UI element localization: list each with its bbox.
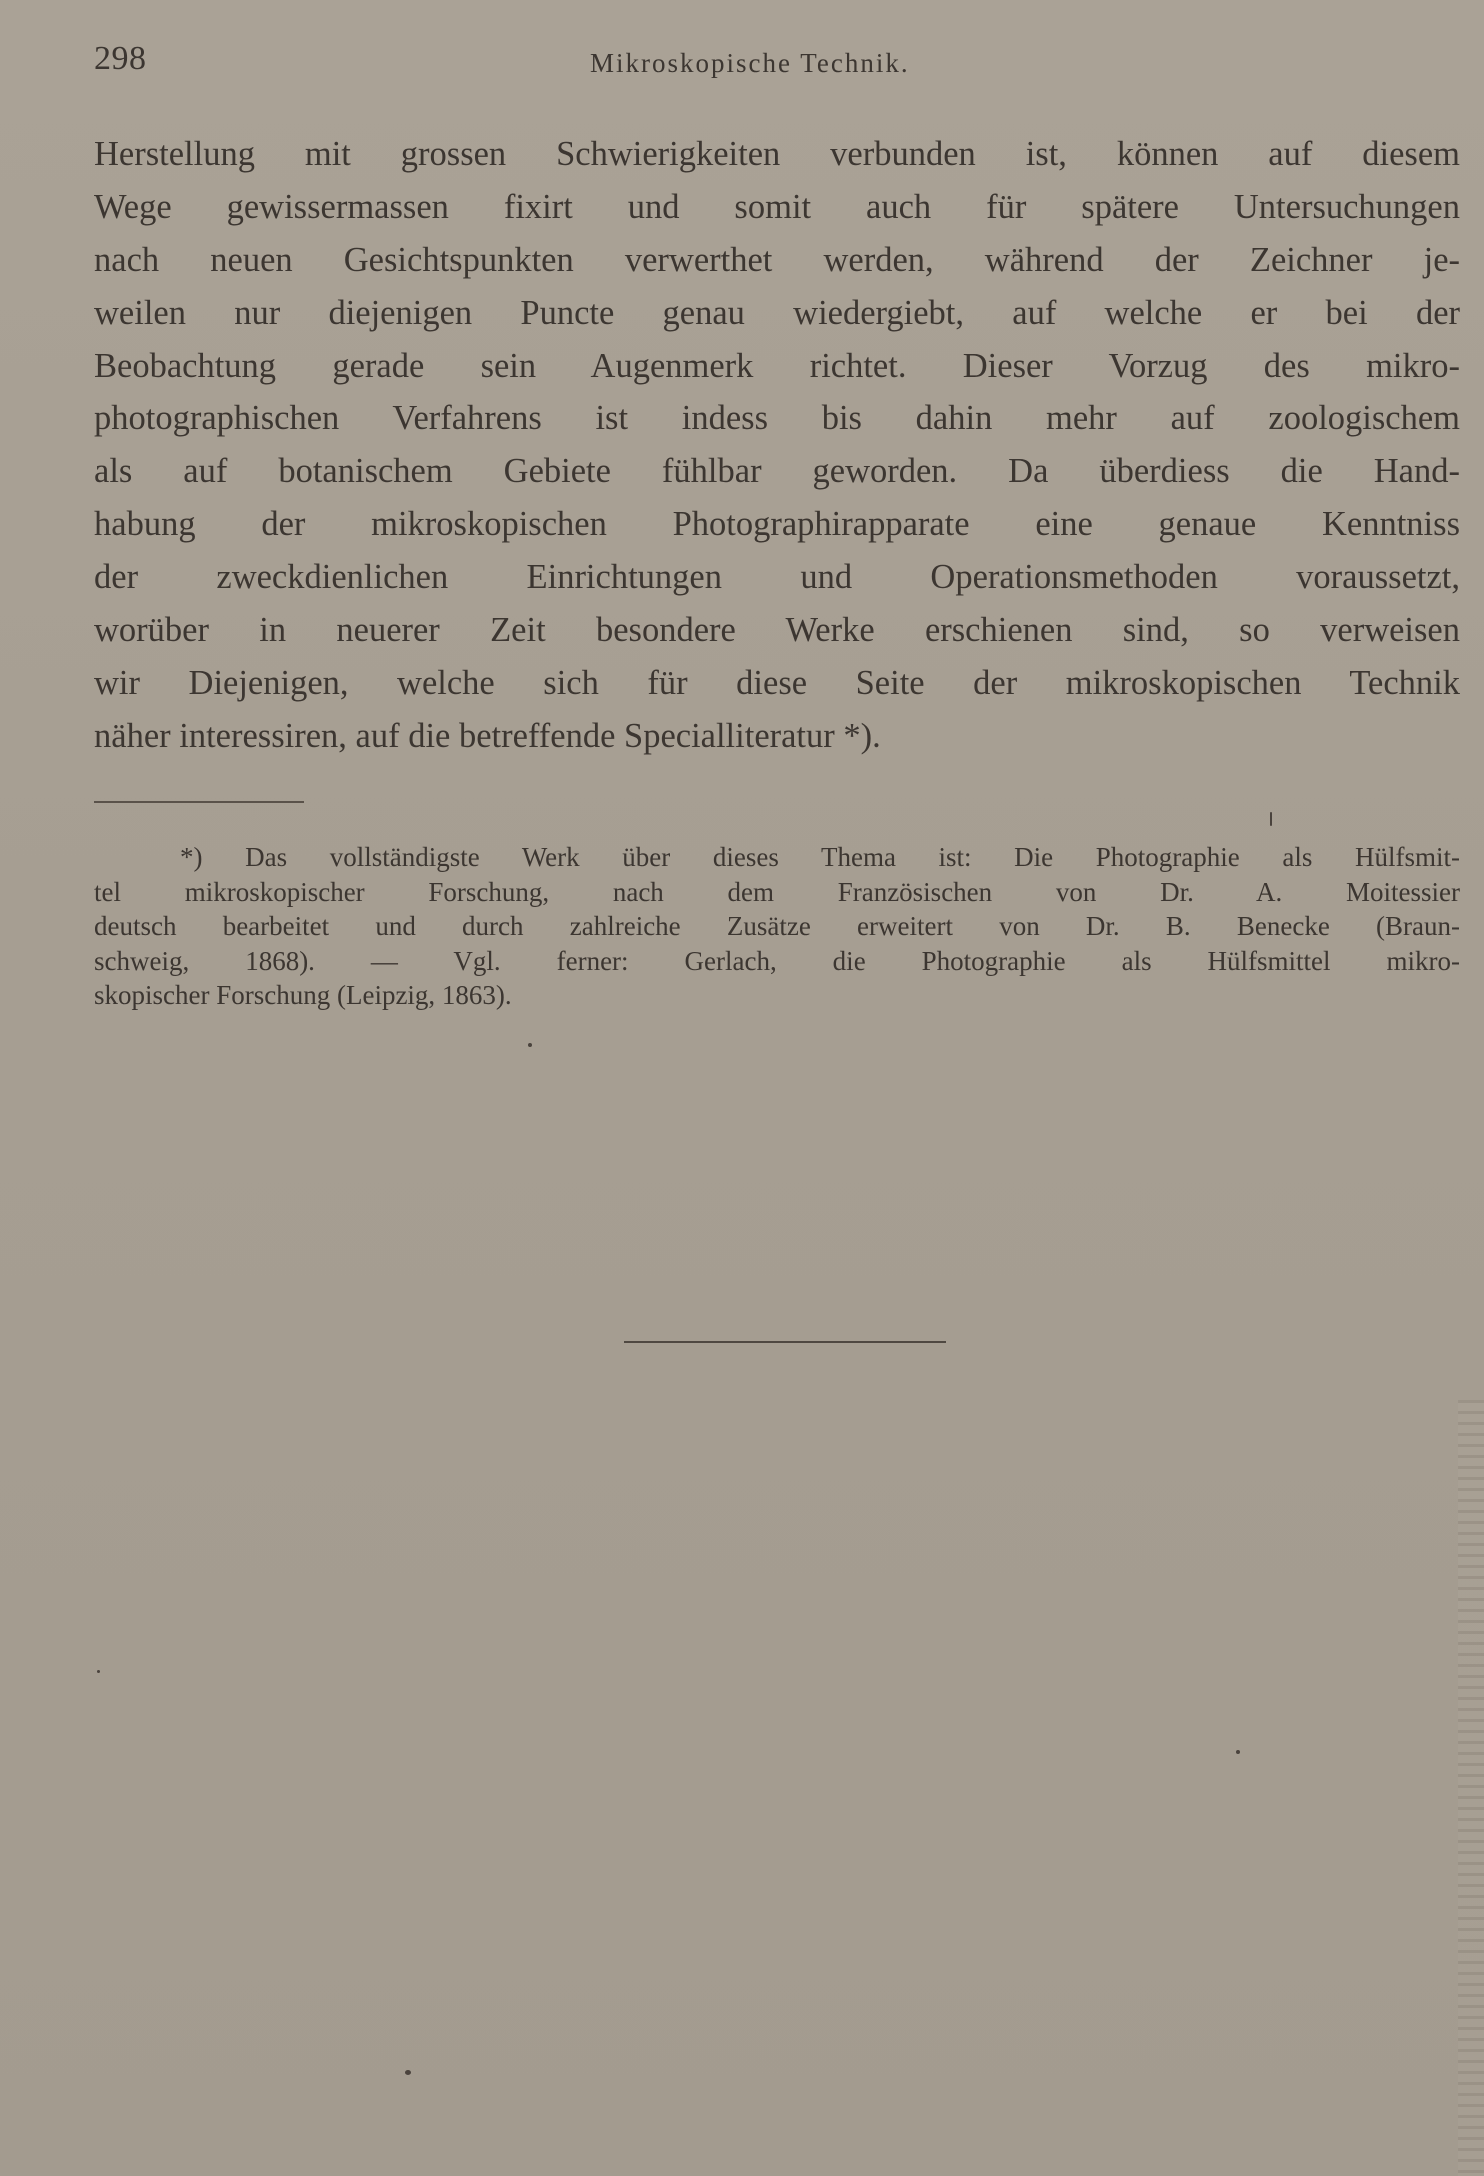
body-line: näher interessiren, auf die betreffende Specialliteratur *). — [94, 716, 881, 755]
footnote-separator — [94, 801, 304, 803]
body-line: worüber in neuerer Zeit besondere Werke erschienen sind, so verweisen — [94, 611, 1460, 650]
page-edge-shadow — [1458, 1400, 1484, 2176]
section-end-rule — [624, 1341, 946, 1343]
body-paragraph — [94, 128, 1460, 763]
footnote-line: tel mikroskopischer Forschung, nach dem Französischen von Dr. A. Moitessier — [94, 876, 1460, 907]
body-line: photographischen Verfahrens ist indess bis dahin mehr auf zoologischem — [94, 399, 1460, 438]
body-line: habung der mikroskopischen Photographirapparate eine genaue Kenntniss — [94, 505, 1460, 544]
body-line: Beobachtung gerade sein Augenmerk richtet. Dieser Vorzug des mikro- — [94, 346, 1460, 385]
page-number: 298 — [94, 40, 147, 77]
paper-speck — [405, 2070, 411, 2075]
running-head-title: Mikroskopische Technik. — [590, 48, 910, 78]
paper-speck — [1236, 1750, 1240, 1754]
body-line: als auf botanischem Gebiete fühlbar geworden. Da überdiess die Hand- — [94, 452, 1460, 491]
body-line: Herstellung mit grossen Schwierigkeiten verbunden ist, können auf diesem — [94, 135, 1460, 173]
footnote-line: *) Das vollständigste Werk über dieses Thema ist: Die Photographie als Hülfsmit- — [180, 842, 1460, 872]
footnote — [94, 840, 1460, 1013]
running-head — [94, 40, 1460, 84]
body-line: nach neuen Gesichtspunkten verwerthet werden, während der Zeichner je- — [94, 240, 1460, 279]
body-line: der zweckdienlichen Einrichtungen und Operationsmethoden voraussetzt, — [94, 558, 1460, 597]
body-line: weilen nur diejenigen Puncte genau wiedergiebt, auf welche er bei der — [94, 293, 1460, 332]
body-line: Wege gewissermassen fixirt und somit auch für spätere Untersuchungen — [94, 187, 1460, 226]
paper-speck — [1270, 812, 1272, 826]
footnote-line: deutsch bearbeitet und durch zahlreiche Zusätze erweitert von Dr. B. Benecke (Braun- — [94, 911, 1460, 942]
body-line: wir Diejenigen, welche sich für diese Seite der mikroskopischen Technik — [94, 663, 1460, 702]
paper-speck — [97, 1670, 100, 1673]
footnote-line: schweig, 1868). — Vgl. ferner: Gerlach, die Photographie als Hülfsmittel mikro- — [94, 945, 1460, 976]
footnote-line: skopischer Forschung (Leipzig, 1863). — [94, 980, 512, 1011]
paper-speck — [528, 1043, 532, 1047]
